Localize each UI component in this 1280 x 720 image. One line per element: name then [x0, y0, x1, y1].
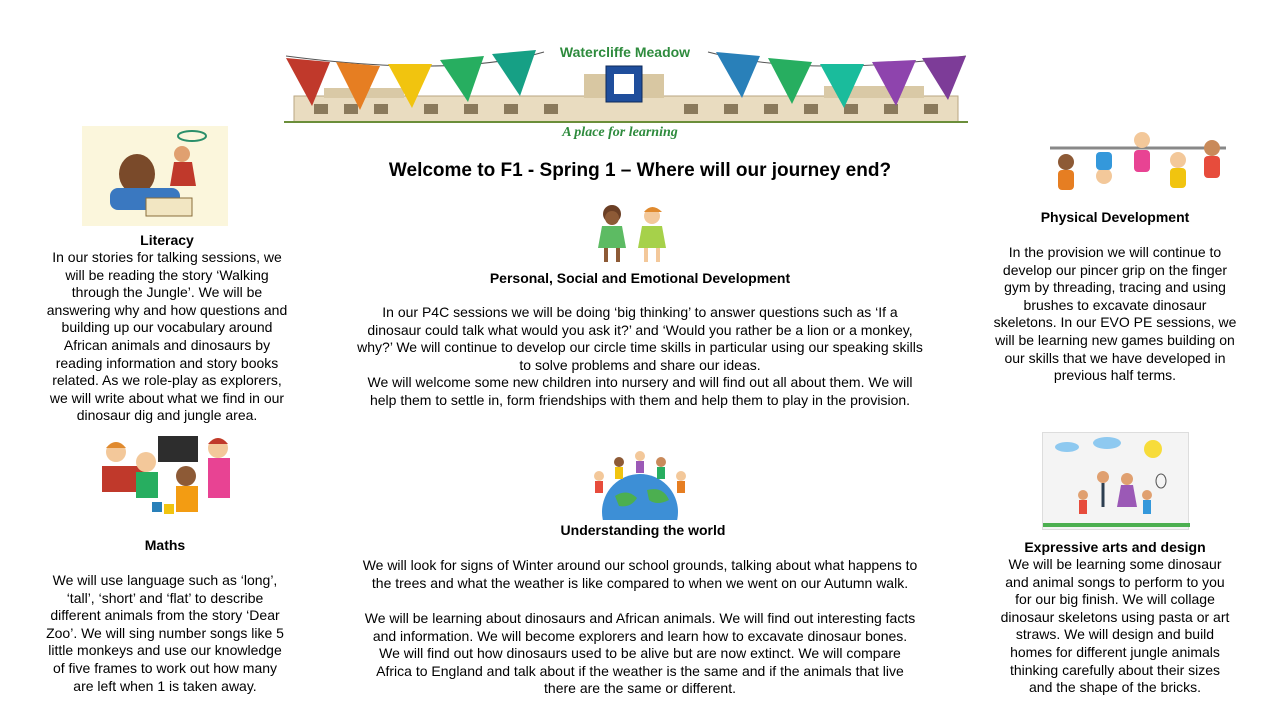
page-title: Welcome to F1 - Spring 1 – Where will our journey end?	[388, 160, 892, 181]
psed-illustration	[590, 200, 676, 266]
literacy-illustration	[82, 126, 228, 226]
world-illustration	[585, 450, 695, 520]
world-heading: Understanding the world	[560, 522, 726, 538]
maths-text: We will use language such as ‘long’, ‘tall’, ‘short’ and ‘flat’ to describe different animals from the story ‘Dear Zoo’. We will sing number songs like 5 little monkeys and use our knowledge of five frames to work out how many are left when 1 is taken away.	[46, 572, 284, 694]
world-text-2: We will be learning about dinosaurs and African animals. We will find out interesting facts and information. We will become explorers and learn how to excavate dinosaur bones. We will find out how dinosaurs used to be alive but are now extinct. We will compare Africa to England and talk about if the weather is the same and if the animals that live there are the same or different.	[364, 610, 916, 697]
arts-heading: Expressive arts and design	[1024, 539, 1206, 555]
world-text-1: We will look for signs of Winter around our school grounds, talking about what happens to the trees and what the weather is like compared to when we went on our Autumn walk.	[362, 557, 918, 591]
physical-text: In the provision we will continue to develop our pincer grip on the finger gym by threading, tracing and using brushes to excavate dinosaur skeletons. In our EVO PE sessions, we will be learning new games building on our skills that we have developed in previous half terms.	[993, 244, 1237, 384]
psed-heading: Personal, Social and Emotional Development	[489, 270, 791, 286]
maths-heading: Maths	[144, 537, 186, 553]
arts-illustration	[1042, 432, 1189, 530]
literacy-text: In our stories for talking sessions, we will be reading the story ‘Walking through the Jungle’. We will be answering why and how questions and building up our vocabulary around African animals and dinosaurs by reading information and story books related. As we role-play as explorers, we will write about what we find in our dinosaur dig and jungle area.	[46, 249, 288, 424]
physical-illustration	[1046, 126, 1230, 202]
psed-text: In our P4C sessions we will be doing ‘big thinking’ to answer questions such as ‘If a dinosaur could talk what would you ask it?’ and ‘Would you rather be a lion or a monkey, why?’ We will continue to develop our circle time skills in particular using our speaking skills to solve problems and share our ideas. We will welcome some new children into nursery and will find out all about them. We will help them to settle in, form friendships with them and help them to play in the provision.	[357, 304, 923, 408]
school-name: Watercliffe Meadow	[559, 44, 691, 60]
literacy-heading: Literacy	[140, 232, 194, 248]
arts-text: We will be learning some dinosaur and animal songs to perform to you for our big finish. We will collage dinosaur skeletons using pasta or art straws. We will design and build homes for different jungle animals thinking carefully about their sizes and the shape of the bricks.	[1000, 556, 1230, 696]
school-tagline: A place for learning	[562, 125, 678, 140]
physical-heading: Physical Development	[1040, 209, 1190, 225]
maths-illustration	[96, 432, 238, 524]
